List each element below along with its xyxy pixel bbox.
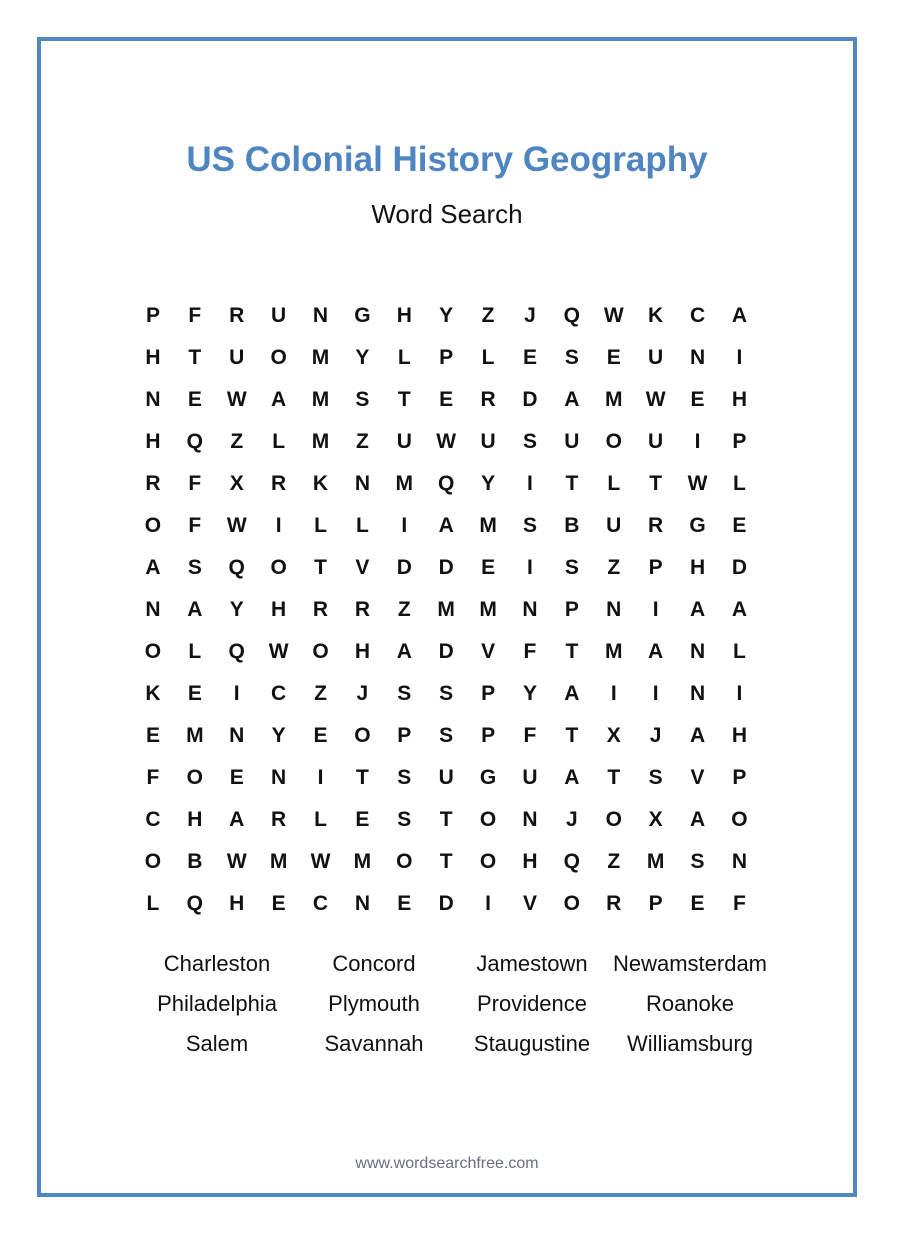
- grid-letter: O: [479, 850, 497, 873]
- grid-letter: I: [652, 682, 659, 705]
- grid-letter: S: [690, 850, 705, 873]
- grid-letter: W: [436, 430, 457, 453]
- grid-letter: R: [229, 304, 245, 327]
- grid-letter: Z: [607, 556, 621, 579]
- grid-letter: L: [188, 640, 202, 663]
- word-list-item: Providence: [476, 991, 588, 1016]
- grid-letter: P: [732, 766, 747, 789]
- grid-letter: U: [396, 430, 412, 453]
- grid-letter: T: [439, 808, 453, 831]
- grid-letter: O: [354, 724, 371, 747]
- grid-letter: W: [268, 640, 289, 663]
- grid-letter: H: [145, 430, 161, 453]
- grid-letter: S: [648, 766, 663, 789]
- grid-letter: A: [229, 808, 245, 831]
- grid-letter: N: [522, 808, 538, 831]
- grid-letter: N: [145, 598, 161, 621]
- grid-letter: E: [313, 724, 328, 747]
- grid-letter: N: [606, 598, 622, 621]
- grid-letter: D: [438, 556, 454, 579]
- grid-letter: U: [480, 430, 496, 453]
- grid-letter: H: [354, 640, 370, 663]
- grid-letter: X: [606, 724, 621, 747]
- grid-letter: M: [353, 850, 372, 873]
- grid-letter: W: [603, 304, 624, 327]
- grid-letter: R: [145, 472, 161, 495]
- grid-letter: R: [480, 388, 496, 411]
- grid-letter: W: [226, 850, 247, 873]
- grid-letter: T: [565, 472, 579, 495]
- grid-letter: I: [275, 514, 282, 537]
- grid-letter: E: [355, 808, 370, 831]
- grid-letter: B: [187, 850, 203, 873]
- grid-letter: P: [145, 304, 160, 327]
- grid-letter: P: [439, 346, 454, 369]
- word-list-item: Salem: [185, 1031, 249, 1056]
- grid-letter: L: [607, 472, 621, 495]
- grid-letter: O: [144, 850, 162, 873]
- grid-letter: A: [271, 388, 287, 411]
- grid-letter: U: [522, 766, 538, 789]
- grid-letter: U: [271, 304, 287, 327]
- grid-letter: M: [604, 388, 623, 411]
- grid-letter: Y: [481, 472, 496, 495]
- grid-letter: I: [652, 598, 659, 621]
- grid-letter: I: [401, 514, 408, 537]
- grid-letter: Q: [228, 556, 245, 579]
- grid-letter: S: [564, 346, 579, 369]
- grid-letter: L: [314, 514, 327, 537]
- grid-letter: D: [438, 892, 454, 915]
- page-title: US Colonial History Geography: [186, 140, 708, 179]
- grid-letter: P: [397, 724, 412, 747]
- grid-letter: M: [479, 514, 497, 537]
- grid-letter: B: [564, 514, 580, 537]
- grid-letter: E: [481, 556, 496, 579]
- grid-letter: A: [731, 304, 747, 327]
- grid-letter: N: [271, 766, 287, 789]
- grid-letter: O: [731, 808, 748, 831]
- grid-letter: T: [607, 766, 621, 789]
- grid-letter: T: [355, 766, 369, 789]
- word-list-item: Philadelphia: [157, 991, 277, 1016]
- grid-letter: G: [479, 766, 497, 789]
- grid-letter: G: [354, 304, 371, 327]
- grid-letter: N: [354, 472, 370, 495]
- grid-letter: U: [606, 514, 622, 537]
- grid-letter: N: [689, 640, 706, 663]
- grid-letter: X: [229, 472, 244, 495]
- grid-letter: O: [186, 766, 203, 789]
- grid-letter: T: [565, 724, 579, 747]
- grid-letter: Q: [438, 472, 455, 495]
- grid-letter: D: [522, 388, 538, 411]
- letter-grid: [132, 295, 760, 925]
- grid-letter: J: [649, 724, 662, 747]
- grid-letter: S: [439, 682, 454, 705]
- grid-letter: X: [648, 808, 663, 831]
- grid-letter: H: [731, 724, 747, 747]
- grid-letter: O: [605, 430, 622, 453]
- word-list-item: Williamsburg: [627, 1031, 753, 1056]
- grid-letter: D: [731, 556, 747, 579]
- grid-letter: I: [694, 430, 701, 453]
- grid-letter: A: [145, 556, 161, 579]
- word-list-item: Jamestown: [476, 951, 588, 976]
- grid-letter: Z: [314, 682, 327, 705]
- grid-letter: I: [485, 892, 491, 915]
- grid-letter: S: [564, 556, 579, 579]
- word-list-item: Roanoke: [645, 991, 735, 1016]
- grid-letter: F: [188, 472, 202, 495]
- grid-letter: N: [145, 388, 161, 411]
- grid-letter: A: [564, 766, 580, 789]
- word-list-item: Staugustine: [473, 1031, 591, 1056]
- grid-letter: O: [144, 514, 162, 537]
- grid-letter: H: [229, 892, 245, 915]
- grid-letter: K: [648, 304, 664, 327]
- grid-letter: Q: [563, 850, 581, 873]
- grid-letter: D: [438, 640, 454, 663]
- worksheet-frame: [37, 37, 857, 1197]
- grid-letter: M: [479, 598, 497, 621]
- grid-letter: E: [229, 766, 244, 789]
- grid-letter: R: [606, 892, 622, 915]
- grid-letter: V: [690, 766, 705, 789]
- grid-letter: M: [604, 640, 623, 663]
- word-list-item: Plymouth: [328, 991, 420, 1016]
- grid-letter: A: [648, 640, 664, 663]
- grid-letter: S: [355, 388, 370, 411]
- grid-letter: E: [145, 724, 160, 747]
- grid-letter: T: [565, 640, 579, 663]
- grid-letter: N: [689, 346, 706, 369]
- grid-letter: E: [522, 346, 537, 369]
- grid-letter: N: [522, 598, 538, 621]
- grid-letter: S: [397, 766, 412, 789]
- grid-letter: M: [311, 430, 330, 453]
- word-list-item: Savannah: [324, 1031, 424, 1056]
- grid-letter: O: [396, 850, 413, 873]
- footer-url: www.wordsearchfree.com: [355, 1155, 539, 1172]
- grid-letter: R: [271, 472, 287, 495]
- grid-letter: T: [314, 556, 327, 579]
- grid-letter: R: [312, 598, 329, 621]
- grid-letter: I: [527, 472, 533, 495]
- grid-letter: F: [523, 724, 537, 747]
- grid-letter: R: [271, 808, 287, 831]
- grid-letter: J: [356, 682, 369, 705]
- grid-letter: H: [145, 346, 161, 369]
- grid-letter: F: [523, 640, 537, 663]
- grid-letter: W: [310, 850, 331, 873]
- grid-letter: J: [566, 808, 578, 831]
- grid-letter: N: [312, 304, 329, 327]
- grid-letter: M: [646, 850, 665, 873]
- grid-letter: Z: [230, 430, 244, 453]
- grid-letter: Z: [481, 304, 495, 327]
- grid-letter: S: [187, 556, 202, 579]
- grid-letter: H: [271, 598, 287, 621]
- grid-letter: K: [145, 682, 161, 705]
- grid-letter: Z: [355, 430, 369, 453]
- grid-letter: J: [524, 304, 536, 327]
- grid-letter: P: [648, 892, 663, 915]
- grid-letter: E: [397, 892, 412, 915]
- grid-letter: T: [397, 388, 411, 411]
- grid-letter: A: [689, 724, 706, 747]
- grid-letter: T: [439, 850, 453, 873]
- grid-letter: U: [648, 346, 664, 369]
- grid-letter: M: [269, 850, 288, 873]
- grid-letter: V: [355, 556, 370, 579]
- grid-letter: E: [606, 346, 621, 369]
- grid-letter: N: [354, 892, 370, 915]
- grid-letter: Q: [563, 304, 581, 327]
- grid-letter: A: [564, 388, 580, 411]
- grid-letter: H: [731, 388, 747, 411]
- grid-letter: Y: [229, 598, 244, 621]
- grid-letter: S: [522, 514, 537, 537]
- grid-letter: A: [689, 808, 706, 831]
- grid-letter: O: [270, 556, 287, 579]
- grid-letter: N: [731, 850, 747, 873]
- grid-letter: R: [354, 598, 370, 621]
- grid-letter: C: [689, 304, 706, 327]
- grid-letter: S: [397, 682, 412, 705]
- grid-letter: V: [481, 640, 496, 663]
- grid-letter: N: [689, 682, 706, 705]
- grid-letter: M: [311, 346, 330, 369]
- grid-letter: L: [355, 514, 369, 537]
- grid-letter: M: [311, 388, 330, 411]
- grid-letter: O: [479, 808, 497, 831]
- grid-letter: A: [396, 640, 412, 663]
- grid-letter: I: [610, 682, 617, 705]
- grid-letter: C: [271, 682, 287, 705]
- grid-letter: W: [645, 388, 666, 411]
- grid-letter: A: [689, 598, 706, 621]
- grid-letter: I: [317, 766, 324, 789]
- grid-letter: O: [312, 640, 329, 663]
- grid-letter: W: [687, 472, 708, 495]
- grid-letter: U: [648, 430, 664, 453]
- grid-letter: Y: [439, 304, 454, 327]
- grid-letter: L: [272, 430, 286, 453]
- grid-letter: M: [395, 472, 414, 495]
- grid-letter: Z: [607, 850, 621, 873]
- grid-letter: P: [648, 556, 663, 579]
- grid-letter: Z: [397, 598, 411, 621]
- grid-letter: P: [732, 430, 747, 453]
- grid-letter: I: [233, 682, 240, 705]
- word-list-item: Newamsterdam: [612, 951, 768, 976]
- grid-letter: C: [145, 808, 161, 831]
- grid-letter: E: [271, 892, 286, 915]
- grid-letter: C: [312, 892, 329, 915]
- grid-letter: F: [146, 766, 160, 789]
- grid-letter: L: [733, 472, 746, 495]
- word-list-item: Charleston: [163, 951, 271, 976]
- grid-letter: O: [605, 808, 622, 831]
- grid-letter: A: [564, 682, 580, 705]
- grid-letter: G: [689, 514, 706, 537]
- grid-letter: L: [314, 808, 327, 831]
- grid-letter: Y: [522, 682, 537, 705]
- grid-letter: O: [144, 640, 162, 663]
- grid-letter: F: [733, 892, 746, 915]
- grid-letter: E: [732, 514, 747, 537]
- grid-letter: R: [648, 514, 664, 537]
- grid-letter: S: [522, 430, 537, 453]
- grid-letter: W: [226, 388, 247, 411]
- grid-letter: U: [229, 346, 245, 369]
- grid-letter: L: [733, 640, 746, 663]
- grid-letter: L: [146, 892, 160, 915]
- grid-letter: S: [439, 724, 454, 747]
- grid-letter: A: [438, 514, 454, 537]
- grid-letter: Q: [186, 430, 203, 453]
- grid-letter: I: [736, 682, 743, 705]
- grid-letter: H: [396, 304, 412, 327]
- grid-letter: H: [522, 850, 538, 873]
- grid-letter: L: [397, 346, 411, 369]
- grid-letter: W: [226, 514, 247, 537]
- grid-letter: H: [689, 556, 706, 579]
- grid-letter: T: [188, 346, 202, 369]
- grid-letter: E: [187, 388, 202, 411]
- grid-letter: A: [187, 598, 203, 621]
- grid-letter: Q: [186, 892, 203, 915]
- word-list: [139, 944, 769, 1064]
- grid-letter: F: [188, 514, 202, 537]
- grid-letter: D: [396, 556, 412, 579]
- grid-letter: O: [270, 346, 287, 369]
- grid-letter: P: [481, 682, 496, 705]
- grid-letter: K: [312, 472, 329, 495]
- grid-letter: O: [563, 892, 581, 915]
- grid-letter: I: [527, 556, 533, 579]
- word-list-item: Concord: [332, 951, 416, 976]
- grid-letter: U: [438, 766, 454, 789]
- grid-letter: Y: [271, 724, 286, 747]
- grid-letter: V: [522, 892, 537, 915]
- page-subtitle: Word Search: [371, 199, 523, 229]
- grid-letter: I: [736, 346, 743, 369]
- grid-letter: T: [649, 472, 663, 495]
- grid-letter: A: [731, 598, 747, 621]
- grid-letter: E: [439, 388, 454, 411]
- grid-letter: M: [186, 724, 204, 747]
- grid-letter: P: [564, 598, 579, 621]
- grid-letter: E: [187, 682, 202, 705]
- grid-letter: F: [188, 304, 202, 327]
- grid-letter: E: [690, 892, 705, 915]
- grid-letter: Y: [355, 346, 370, 369]
- grid-letter: U: [564, 430, 580, 453]
- grid-letter: Q: [228, 640, 245, 663]
- grid-letter: S: [397, 808, 412, 831]
- grid-letter: E: [690, 388, 705, 411]
- grid-letter: N: [229, 724, 245, 747]
- grid-letter: L: [481, 346, 495, 369]
- grid-letter: P: [481, 724, 496, 747]
- grid-letter: M: [437, 598, 455, 621]
- grid-letter: H: [187, 808, 203, 831]
